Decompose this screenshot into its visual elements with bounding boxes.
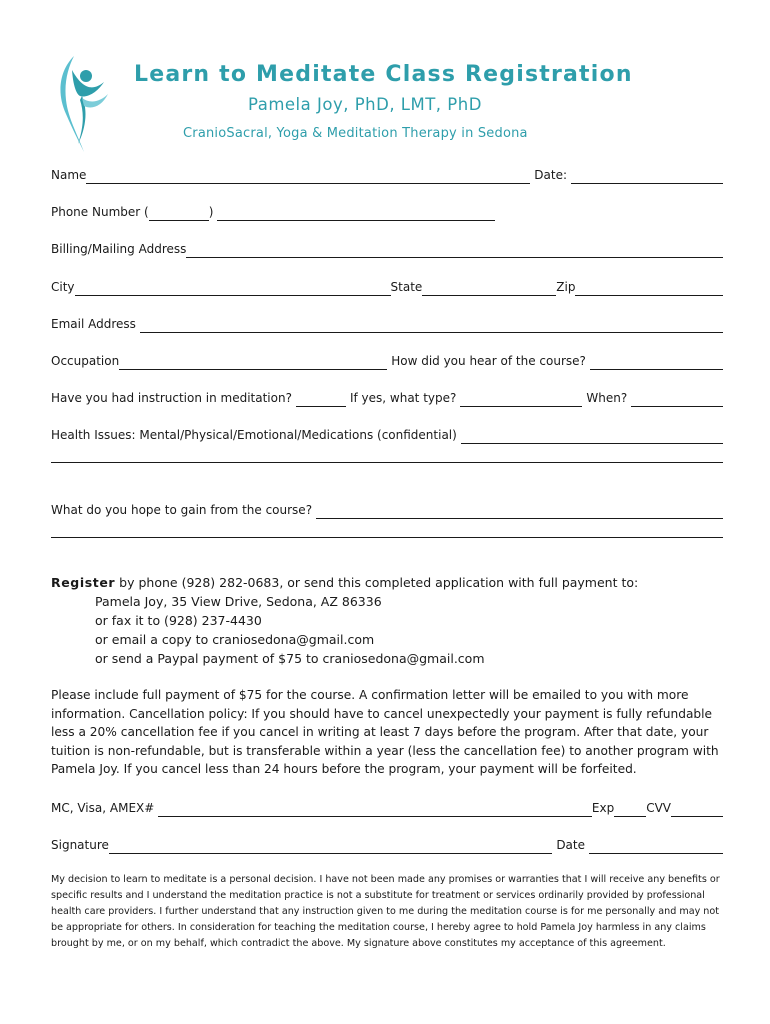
occupation-field[interactable] bbox=[119, 355, 387, 370]
signature-label: Signature bbox=[51, 838, 109, 852]
health-extra-line[interactable] bbox=[51, 462, 723, 463]
phone-label: Phone Number ( bbox=[51, 205, 149, 219]
name-label: Name bbox=[51, 168, 87, 182]
city-label: City bbox=[51, 280, 75, 294]
health-label: Health Issues: Mental/Physical/Emotional/Medications (confidential) bbox=[51, 428, 457, 442]
heard-label: How did you hear of the course? bbox=[391, 354, 586, 368]
cvv-field[interactable] bbox=[671, 802, 723, 817]
billing-label: Billing/Mailing Address bbox=[51, 242, 187, 256]
name-row bbox=[51, 164, 723, 184]
occupation-label: Occupation bbox=[51, 354, 120, 368]
hope-field[interactable] bbox=[316, 504, 723, 519]
phone-number-field[interactable] bbox=[217, 206, 495, 221]
hope-extra-line[interactable] bbox=[51, 537, 723, 538]
state-field[interactable] bbox=[422, 281, 556, 296]
hope-row bbox=[51, 499, 723, 519]
date-field[interactable] bbox=[571, 169, 723, 184]
register-instructions bbox=[51, 573, 638, 668]
zip-field[interactable] bbox=[575, 281, 723, 296]
form-title: Learn to Meditate Class Registration bbox=[134, 62, 633, 87]
meditating-figure-logo-icon bbox=[52, 52, 110, 154]
signature-date-field[interactable] bbox=[589, 839, 723, 854]
health-row bbox=[51, 424, 723, 444]
register-address: Pamela Joy, 35 View Drive, Sedona, AZ 86336 bbox=[95, 594, 382, 609]
instruction-row bbox=[51, 387, 723, 407]
phone-area-code-field[interactable] bbox=[149, 206, 209, 221]
cvv-label: CVV bbox=[646, 801, 671, 815]
signature-field[interactable] bbox=[109, 839, 552, 854]
instruction-type-field[interactable] bbox=[460, 392, 582, 407]
phone-close-paren: ) bbox=[208, 205, 214, 219]
name-field[interactable] bbox=[86, 169, 530, 184]
register-lead: Register bbox=[51, 575, 116, 590]
register-phone-text: by phone (928) 282-0683, or send this completed application with full payment to: bbox=[115, 575, 639, 590]
card-number-field[interactable] bbox=[158, 802, 592, 817]
liability-disclaimer: My decision to learn to meditate is a personal decision. I have not been made any promises or warranties that I will receive any benefits or specific results and I understand the meditation practice is not a substitute for treatment or services ordinarily provided by professional health care providers. I further understand that any instruction given to me during the meditation course is for me personally and may not be appropriate for others. In consideration for teaching the meditation course, I hereby agree to hold Pamela Joy harmless in any claims brought by me, or on my behalf, which contradict the above. My signature above constitutes my acceptance of this agreement. bbox=[51, 874, 720, 949]
card-label: MC, Visa, AMEX# bbox=[51, 801, 155, 815]
form-tagline: CranioSacral, Yoga & Meditation Therapy in Sedona bbox=[183, 126, 528, 141]
email-row bbox=[51, 313, 723, 333]
hope-label: What do you hope to gain from the course? bbox=[51, 503, 313, 517]
billing-address-field[interactable] bbox=[186, 243, 723, 258]
email-label: Email Address bbox=[51, 317, 136, 331]
billing-row bbox=[51, 238, 723, 258]
when-field[interactable] bbox=[631, 392, 723, 407]
occupation-row bbox=[51, 350, 723, 370]
email-field[interactable] bbox=[140, 318, 723, 333]
instruction-label: Have you had instruction in meditation? bbox=[51, 391, 292, 405]
form-subtitle: Pamela Joy, PhD, LMT, PhD bbox=[248, 95, 482, 114]
register-fax: or fax it to (928) 237-4430 bbox=[95, 613, 262, 628]
card-row bbox=[51, 797, 723, 817]
exp-label: Exp bbox=[591, 801, 615, 815]
state-label: State bbox=[390, 280, 423, 294]
signature-row bbox=[51, 834, 723, 854]
city-field[interactable] bbox=[75, 281, 391, 296]
register-paypal: or send a Paypal payment of $75 to craniosedona@gmail.com bbox=[95, 651, 485, 666]
signature-date-label: Date bbox=[556, 838, 585, 852]
phone-row bbox=[51, 201, 723, 221]
city-state-zip-row bbox=[51, 276, 723, 296]
payment-policy-text: Please include full payment of $75 for the course. A confirmation letter will be emailed to you with more information. Cancellation policy: If you should have to cancel unexpectedly your payment is fully refundable less a 20% cancellation fee if you cancel in writing at least 7 days before the program. After that date, your tuition is non-refundable, but is transferable within a year (less the cancellation fee) to another program with Pamela Joy. If you cancel less than 24 hours before the program, your payment will be forfeited. bbox=[51, 688, 719, 776]
exp-field[interactable] bbox=[614, 802, 646, 817]
instruction-field[interactable] bbox=[296, 392, 346, 407]
heard-field[interactable] bbox=[590, 355, 723, 370]
health-field[interactable] bbox=[461, 429, 723, 444]
register-email: or email a copy to craniosedona@gmail.com bbox=[95, 632, 375, 647]
when-label: When? bbox=[586, 391, 628, 405]
zip-label: Zip bbox=[556, 280, 576, 294]
date-label: Date: bbox=[534, 168, 567, 182]
if-yes-label: If yes, what type? bbox=[349, 391, 457, 405]
